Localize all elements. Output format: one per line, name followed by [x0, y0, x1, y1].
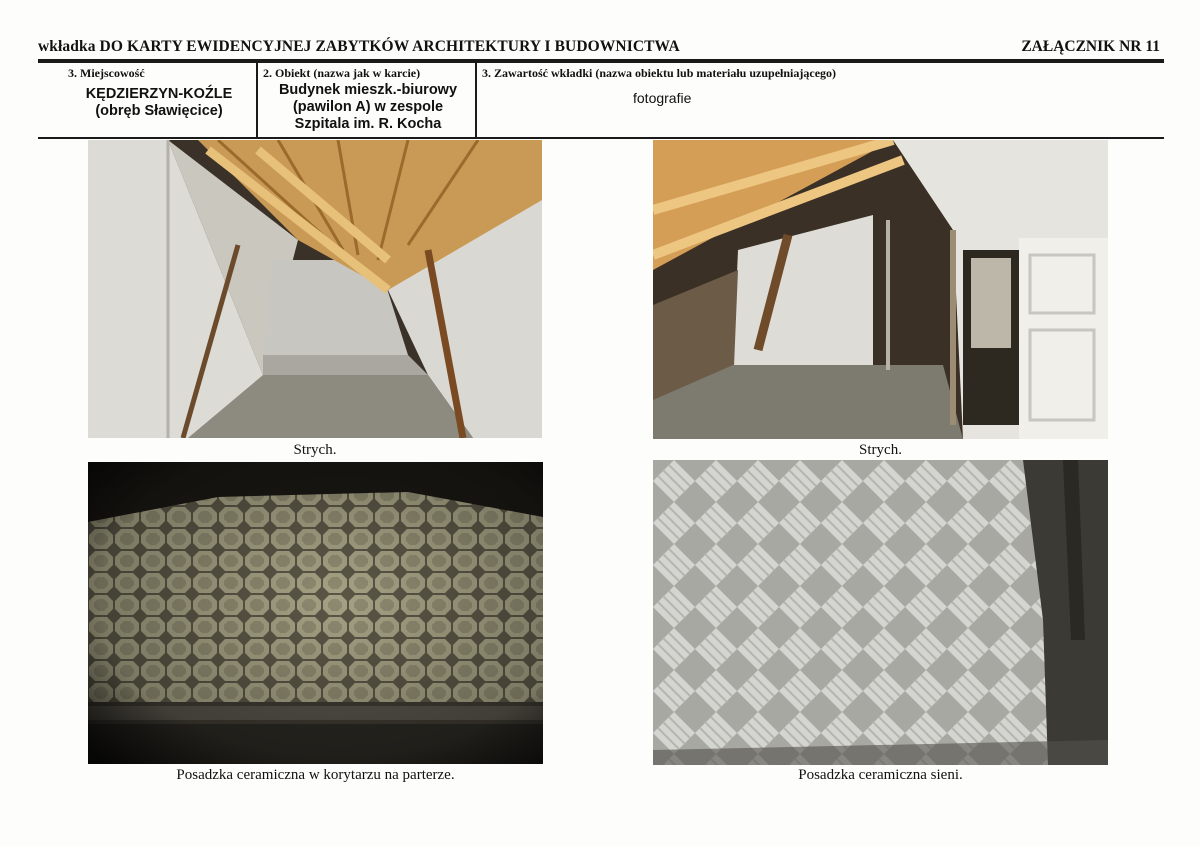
attic-photo-2 [653, 140, 1108, 439]
object-value-line: (pawilon A) w zespole [292, 99, 444, 115]
header-rule [38, 59, 1164, 63]
object-value-line: Budynek mieszk.-biurowy [278, 82, 458, 98]
corridor-floor-photo [88, 462, 543, 764]
annex-number: ZAŁĄCZNIK NR 11 [1021, 38, 1160, 55]
locality-value-line: (obręb Sławięcice) [95, 103, 223, 119]
field-divider [475, 63, 477, 137]
contents-field [482, 66, 1162, 107]
field-divider [256, 63, 258, 137]
photo-caption: Posadzka ceramiczna sieni. [798, 767, 963, 783]
object-field [263, 66, 473, 133]
contents-label: 3. Zawartość wkładki (nazwa obiektu lub materiału uzupełniającego) [482, 66, 837, 80]
photo-caption: Posadzka ceramiczna w korytarzu na parterze. [176, 767, 455, 783]
locality-field [66, 66, 252, 120]
object-label: 2. Obiekt (nazwa jak w karcie) [263, 66, 421, 80]
fields-rule [38, 137, 1164, 139]
contents-value: fotografie [633, 90, 692, 106]
photo-caption: Strych. [859, 442, 902, 458]
vestibule-floor-photo [653, 460, 1108, 765]
page-header [38, 38, 1160, 58]
attic-photo-1 [88, 140, 542, 438]
form-title: wkładka DO KARTY EWIDENCYJNEJ ZABYTKÓW ARCHITEKTURY I BUDOWNICTWA [38, 38, 680, 55]
object-value [263, 82, 473, 133]
object-value-line: Szpitala im. R. Kocha [294, 116, 442, 132]
photo-caption: Strych. [293, 442, 337, 458]
locality-value-line: KĘDZIERZYN-KOŹLE [85, 86, 233, 102]
locality-value [66, 86, 252, 120]
locality-label: 3. Miejscowość [68, 66, 145, 80]
